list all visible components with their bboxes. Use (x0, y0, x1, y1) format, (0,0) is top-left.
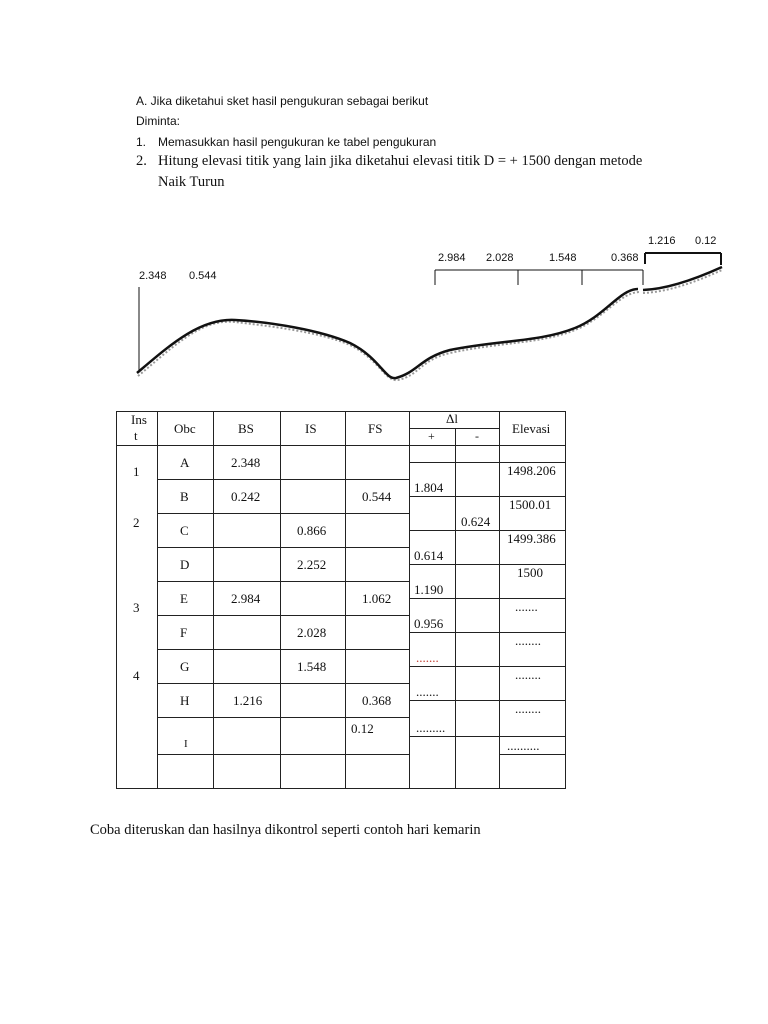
is-d: 2.252 (297, 557, 327, 572)
delta-plus-gh: ....... (416, 684, 439, 699)
fs-e: 1.062 (362, 591, 392, 606)
is-f: 2.028 (297, 625, 327, 640)
obc-a: A (180, 455, 190, 470)
header-inst-line2: t (134, 428, 138, 443)
elevasi-h: ........ (515, 701, 541, 716)
sketch-label-2984: 2.984 (438, 252, 466, 264)
instruction-item2-line2: Naik Turun (158, 174, 225, 190)
instruction-item1: Memasukkan hasil pengukuran ke tabel pengukuran (158, 135, 437, 149)
header-delta: Δl (446, 411, 458, 426)
inst-3: 3 (133, 600, 140, 615)
header-is: IS (305, 421, 317, 436)
elevasi-c: 1499.386 (507, 531, 556, 546)
delta-plus-fg: ....... (416, 650, 439, 665)
elevasi-i: .......... (507, 738, 540, 753)
inst-4: 4 (133, 668, 140, 683)
instruction-a: A. Jika diketahui sket hasil pengukuran sebagai berikut (136, 94, 429, 108)
header-plus: + (428, 429, 435, 443)
header-inst-line1: Ins (131, 412, 147, 427)
bs-h: 1.216 (233, 693, 263, 708)
obc-c: C (180, 523, 189, 538)
instruction-item2-number: 2. (136, 153, 147, 169)
bs-e: 2.984 (231, 591, 261, 606)
sketch-label-0368: 0.368 (611, 252, 639, 264)
sketch-label-0544: 0.544 (189, 270, 217, 282)
obc-b: B (180, 489, 189, 504)
delta-plus-ef: 0.956 (414, 616, 444, 631)
sketch-label-012: 0.12 (695, 235, 717, 247)
delta-plus-cd: 0.614 (414, 548, 444, 563)
sketch-label-2348: 2.348 (139, 270, 167, 282)
inst-1: 1 (133, 464, 140, 479)
header-obc: Obc (174, 421, 196, 436)
bs-b: 0.242 (231, 489, 261, 504)
header-minus: - (475, 429, 479, 443)
instruction-diminta: Diminta: (136, 114, 181, 128)
elevasi-f: ........ (515, 633, 541, 648)
delta-plus-ab: 1.804 (414, 480, 444, 495)
delta-plus-de: 1.190 (414, 582, 444, 597)
elevasi-d: 1500 (517, 565, 543, 580)
elevasi-g: ........ (515, 667, 541, 682)
is-g: 1.548 (297, 659, 327, 674)
obc-g: G (180, 659, 190, 674)
obc-f: F (180, 625, 188, 640)
sketch-label-1216: 1.216 (648, 235, 676, 247)
header-fs: FS (368, 421, 383, 436)
elevasi-b: 1500.01 (509, 497, 552, 512)
fs-b: 0.544 (362, 489, 392, 504)
delta-minus-bc: 0.624 (461, 514, 491, 529)
fs-i: 0.12 (351, 721, 374, 736)
obc-i: I (184, 738, 188, 750)
sketch-label-2028: 2.028 (486, 252, 514, 264)
is-c: 0.866 (297, 523, 327, 538)
header-bs: BS (238, 421, 254, 436)
footer-instruction: Coba diteruskan dan hasilnya dikontrol seperti contoh hari kemarin (90, 822, 481, 838)
elevasi-a: 1498.206 (507, 463, 556, 478)
bs-a: 2.348 (231, 455, 261, 470)
obc-h: H (180, 693, 190, 708)
header-elevasi: Elevasi (512, 421, 551, 436)
obc-e: E (180, 591, 188, 606)
fs-h: 0.368 (362, 693, 392, 708)
elevasi-e: ....... (515, 599, 538, 614)
inst-2: 2 (133, 515, 140, 530)
obc-d: D (180, 557, 190, 572)
sketch-label-1548: 1.548 (549, 252, 577, 264)
instruction-item2-line1: Hitung elevasi titik yang lain jika diketahui elevasi titik D = + 1500 dengan metode (158, 153, 643, 169)
instruction-item1-number: 1. (136, 135, 147, 149)
delta-plus-hi: ......... (416, 720, 446, 735)
